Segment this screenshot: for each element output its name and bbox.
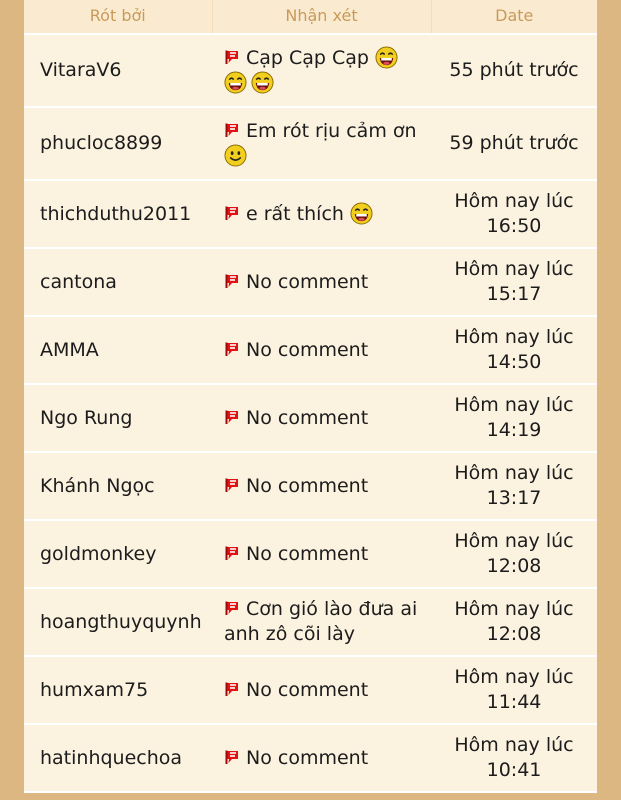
column-header-user: Rót bởi [24,0,212,34]
rot-user-name[interactable]: Khánh Ngọc [40,474,155,497]
red-flag-icon [224,271,240,287]
rot-comment-text: Em rót rịu cảm ơn [246,119,417,142]
table-row [24,452,597,520]
table-row [24,107,597,180]
rot-comment-text: No comment [246,542,369,565]
table-row [24,248,597,316]
rot-comment-text: No comment [246,406,369,429]
rot-comment-text: No comment [246,338,369,361]
red-flag-icon [224,747,240,763]
red-flag-icon [224,203,240,219]
rot-user-name[interactable]: VitaraV6 [40,59,122,81]
red-flag-icon [224,407,240,423]
rot-date: Hôm nay lúc 14:50 [454,326,574,373]
rot-user-name[interactable]: goldmonkey [40,542,157,565]
table-row [24,520,597,588]
rot-date: Hôm nay lúc 14:19 [454,394,574,441]
red-flag-icon [224,543,240,559]
red-flag-icon [224,120,240,136]
rot-comment-cell [212,520,431,588]
rot-date: Hôm nay lúc 12:08 [454,598,574,645]
rot-user-name[interactable]: phucloc8899 [40,132,163,154]
red-flag-icon [224,598,240,614]
rot-comment-text: Cạp Cạp Cạp [246,46,369,69]
table-header-row [24,0,597,34]
rot-comment-cell [212,180,431,248]
rot-comment-cell [212,656,431,724]
rot-comment-text: No comment [246,746,369,769]
rot-date: Hôm nay lúc 16:50 [454,190,574,237]
rot-date: Hôm nay lúc 11:44 [454,666,574,713]
rot-user-name[interactable]: thichduthu2011 [40,202,192,225]
table-row [24,724,597,792]
red-flag-icon [224,47,240,63]
rot-date: 55 phút trước [449,59,579,81]
rot-comment-cell [212,316,431,384]
rot-comment-cell [212,107,431,180]
laughing-emoticon-icon [224,71,247,94]
rot-date: Hôm nay lúc 12:08 [454,530,574,577]
rot-comment-cell [212,34,431,107]
rot-date: 59 phút trước [449,132,579,154]
rot-comment-text: e rất thích [246,202,344,225]
laughing-emoticon-icon [375,46,398,69]
rot-user-name[interactable]: humxam75 [40,678,149,701]
rot-comment-cell [212,384,431,452]
rot-comment-text: Cơn gió lào đưa ai anh zô cõi lày [224,598,418,645]
smile-emoticon-icon [224,144,247,167]
rot-user-name[interactable]: cantona [40,270,117,293]
rot-date: Hôm nay lúc 10:41 [454,734,574,781]
laughing-emoticon-icon [251,71,274,94]
rot-comment-text: No comment [246,474,369,497]
rot-date: Hôm nay lúc 13:17 [454,462,574,509]
table-row [24,316,597,384]
rot-comment-text: No comment [246,270,369,293]
rot-comment-cell [212,588,431,656]
rot-user-name[interactable]: hoangthuyquynh [40,610,202,633]
rot-user-name[interactable]: hatinhquechoa [40,746,183,769]
rot-comment-text: No comment [246,678,369,701]
rot-comment-cell [212,724,431,792]
rot-list-table [24,0,597,793]
table-row [24,384,597,452]
red-flag-icon [224,339,240,355]
rot-user-name[interactable]: Ngo Rung [40,406,133,429]
red-flag-icon [224,475,240,491]
table-row [24,180,597,248]
rot-date: Hôm nay lúc 15:17 [454,258,574,305]
table-body [24,34,597,792]
red-flag-icon [224,679,240,695]
rot-comment-cell [212,452,431,520]
table-row [24,588,597,656]
column-header-date: Date [431,0,597,34]
rot-comment-cell [212,248,431,316]
column-header-comment: Nhận xét [212,0,431,34]
table-row [24,656,597,724]
rot-user-name[interactable]: AMMA [40,338,99,361]
table-row [24,34,597,107]
laughing-emoticon-icon [350,202,373,225]
